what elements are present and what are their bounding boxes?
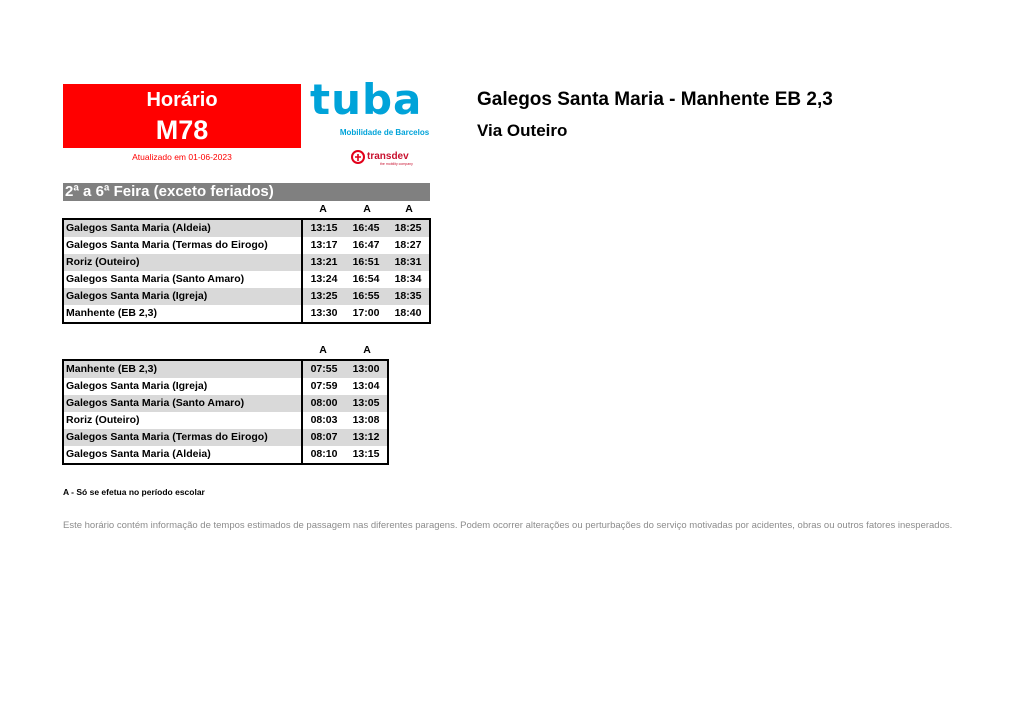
stop-name: Galegos Santa Maria (Termas do Eirogo): [63, 429, 302, 446]
stop-name: Galegos Santa Maria (Igreja): [63, 288, 302, 305]
tuba-logo: [310, 80, 455, 122]
table-row: [63, 395, 388, 412]
table-row: [63, 378, 388, 395]
time-cell: 13:15: [345, 446, 388, 464]
time-cell: 13:05: [345, 395, 388, 412]
stop-name: Roriz (Outeiro): [63, 412, 302, 429]
time-cell: 16:47: [352, 239, 380, 251]
route-title: Galegos Santa Maria - Manhente EB 2,3: [477, 89, 833, 110]
footnote: A - Só se efetua no período escolar: [63, 487, 205, 497]
time-cell: 08:10: [302, 446, 345, 464]
time-cell: 08:07: [302, 429, 345, 446]
disclaimer: Este horário contém informação de tempos estimados de passagem nas diferentes paragens. Podem ocorrer alterações ou perturbações do serviço motivadas por acidentes, obras ou outros fatores inesperados.: [63, 520, 953, 531]
line-code: M78: [155, 115, 209, 145]
time-cell: 18:27: [387, 237, 430, 254]
stop-name: Galegos Santa Maria (Igreja): [63, 378, 302, 395]
time-cell: 17:00: [345, 305, 387, 323]
time-cell: 13:24: [310, 273, 338, 285]
time-cell: 07:59: [310, 380, 338, 392]
table-row: [63, 305, 430, 323]
time-cell: 13:30: [302, 305, 345, 323]
stop-name: Galegos Santa Maria (Santo Amaro): [63, 271, 302, 288]
route-via: Via Outeiro: [477, 121, 568, 140]
time-cell: 18:34: [387, 271, 430, 288]
table-row: [63, 254, 430, 271]
line-header: [63, 84, 301, 148]
column-head: A: [319, 344, 327, 356]
table-row: [63, 360, 388, 378]
time-cell: 08:03: [310, 414, 338, 426]
stop-name: Galegos Santa Maria (Santo Amaro): [63, 395, 302, 412]
stop-name: Manhente (EB 2,3): [63, 305, 302, 323]
time-cell: 13:00: [345, 360, 388, 378]
table-row: [63, 219, 430, 237]
time-cell: 18:25: [387, 219, 430, 237]
time-cell: 13:25: [302, 288, 345, 305]
table-row: [63, 271, 430, 288]
time-cell: 13:08: [345, 412, 388, 429]
table-row: [63, 429, 388, 446]
time-cell: 13:15: [302, 219, 345, 237]
table-row: [63, 237, 430, 254]
column-head: A: [363, 203, 371, 215]
column-head: A: [405, 203, 413, 215]
time-cell: 16:45: [345, 219, 387, 237]
section-title: 2ª a 6ª Feira (exceto feriados): [63, 183, 430, 201]
time-cell: 13:21: [302, 254, 345, 271]
transdev-logo: [350, 148, 420, 168]
stop-name: Manhente (EB 2,3): [63, 360, 302, 378]
time-cell: 18:40: [387, 305, 430, 323]
time-cell: 13:12: [345, 429, 388, 446]
schedule-label: Horário: [146, 89, 218, 111]
updated-date: Atualizado em 01-06-2023: [132, 152, 232, 162]
transdev-name: transdev: [367, 151, 409, 162]
stop-name: Galegos Santa Maria (Aldeia): [63, 219, 302, 237]
time-cell: 13:17: [310, 239, 338, 251]
stop-name: Galegos Santa Maria (Termas do Eirogo): [63, 237, 302, 254]
table-row: [63, 288, 430, 305]
time-cell: 16:51: [345, 254, 387, 271]
time-cell: 18:35: [387, 288, 430, 305]
transdev-tagline: the mobility company: [380, 162, 413, 166]
time-cell: 07:55: [302, 360, 345, 378]
inbound-timetable: [62, 359, 389, 465]
table-row: [63, 446, 388, 464]
stop-name: Roriz (Outeiro): [63, 254, 302, 271]
time-cell: 16:54: [352, 273, 380, 285]
table-row: [63, 412, 388, 429]
outbound-timetable: [62, 218, 431, 324]
column-head: A: [319, 203, 327, 215]
time-cell: 18:31: [387, 254, 430, 271]
time-cell: 08:00: [302, 395, 345, 412]
tuba-subtitle: Mobilidade de Barcelos: [339, 128, 430, 137]
stop-name: Galegos Santa Maria (Aldeia): [63, 446, 302, 464]
column-head: A: [363, 344, 371, 356]
time-cell: 13:04: [345, 378, 388, 395]
time-cell: 16:55: [345, 288, 387, 305]
tuba-wordmark: tuba: [310, 80, 423, 122]
